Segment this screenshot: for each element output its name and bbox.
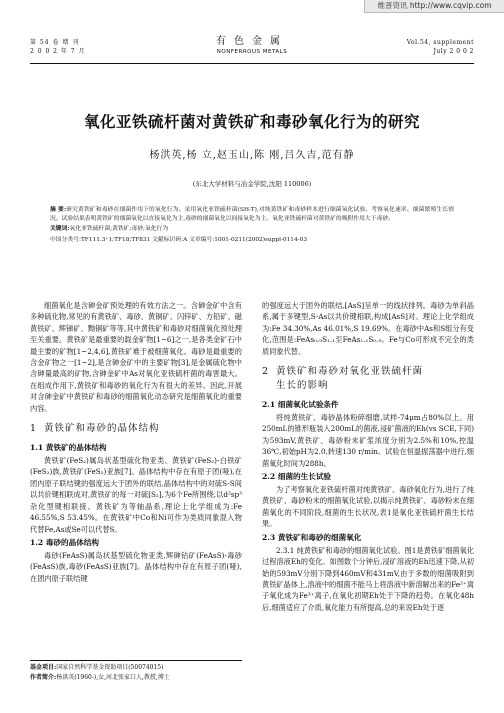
keywords-text: 氧化亚铁硫杆菌;黄铁矿;毒砂;氧化行为	[69, 226, 169, 233]
abstract-label: 摘 要:	[50, 207, 67, 213]
arsenopyrite-structure-paragraph: 毒砂(FeAsS)属岛状基型硫化物亚类,辉砷钴矿(FeAsS)-毒砂(FeAsS)族,毒砂(FeAsS)亚族[7]。晶体结构中存在有原子团(哑),在团内原子联结键	[30, 550, 242, 583]
volume-cn: 第 54 卷 增 刊	[30, 39, 80, 46]
date-en: July 2 0 0 2	[433, 48, 474, 55]
test-conditions-paragraph: 将纯黄铁矿、毒砂晶体粉碎细磨,试样-74μm占80%以上。用250mL的锥形瓶装入200mL的菌液,浸矿菌液的Eh(vs SCE,下同)为593mV,黄铁矿、毒砂粉末矿浆浓度分别为2.5%和10%,控温36℃,初始pH为2.0,转速130 r/min。试验在恒温振荡器中进行,细菌氧化时间为288h。	[262, 413, 474, 468]
abstract-block	[50, 206, 454, 245]
date-cn: 2 0 0 2 年 7 月	[30, 48, 86, 55]
paper-title: 氧化亚铁硫杆菌对黄铁矿和毒砂氧化行为的研究	[83, 112, 420, 131]
subsection-2-3-heading: 2.3 黄铁矿和毒砂的细菌氧化	[262, 532, 362, 542]
author-bio-label: 作者简介:	[30, 673, 57, 681]
keywords	[50, 225, 454, 234]
footnote-block	[30, 660, 242, 682]
header-right	[407, 38, 474, 56]
subsection-1-2-heading: 1.2 毒砂的晶体结构	[30, 537, 100, 547]
section-2-title-a: 黄铁矿和毒砂对氧化亚铁硫杆菌	[276, 366, 424, 378]
section-1-number: 1	[30, 423, 38, 435]
subsection-2-2-heading: 2.2 细菌的生长试验	[262, 472, 332, 482]
journal-name-cn: 有色金属	[216, 36, 288, 47]
growth-test-paragraph: 为了考察氧化亚铁硫杆菌对纯黄铁矿、毒砂氧化行为,进行了纯黄铁矿、毒砂粉末的细菌氧化试验,以揭示纯黄铁矿、毒砂粉末在细菌氧化的不同阶段,细菌的生长状况,表1是氧化亚铁硫杆菌生长结果。	[262, 485, 474, 529]
section-1-title: 黄铁矿和毒砂的晶体结构	[44, 423, 160, 435]
classification-meta: 中国分类号:TF111.3⁺1;TF18;TF831 文献标识码:A 文章编号:1001-0211(2002)suppl-0114-03	[50, 236, 308, 243]
oxidation-paragraph	[262, 545, 474, 613]
section-2-title-b: 生长的影响	[276, 380, 329, 392]
intro-paragraph: 细菌氧化是含砷金矿预处理的有效方法之一。含砷金矿中含有多种硫化物,常见的有黄铁矿、毒砂、黄铜矿、闪锌矿、方铅矿、磁黄铁矿、辉锑矿、黝铜矿等等,其中黄铁矿和毒砂对细菌氧化预处理至关重要。黄铁矿是最重要的载金矿物[1~6]之一,是各类金矿石中最主要的矿物[1~2,4,6],黄铁矿难于被细菌氧化。毒砂是最重要的含金矿物之一[1~2],是含砷金矿中的主要矿物[3],是金属硫化物中含砷量最高的矿物,含砷金矿中As对氧化亚铁硫杆菌的毒害最大。在组成作用下,黄铁矿和毒砂的氧化行为有很大的差异。因此,开展对含砷金矿中黄铁矿和毒砂的细菌氧化动态研究是细菌氧化的重要内容。	[30, 301, 242, 413]
subsection-2-3-1-label: 2.3.1 纯黄铁矿和毒砂的细菌氧化试验。	[276, 545, 405, 555]
left-column	[30, 300, 242, 584]
abstract	[50, 206, 454, 224]
section-1-heading	[30, 422, 242, 436]
right-column	[262, 300, 474, 613]
author-note	[30, 673, 242, 683]
abstract-text: 研究黄铁矿和毒砂在细菌作用下的氧化行为。采用氧化亚铁硫杆菌(SH-T),对纯黄铁矿和毒砂样本进行细菌氧化试验。考察氧化速率、细菌繁殖生长情况。试验结果表明黄铁矿的细菌氧化以直接氧化为主,毒砂的细菌氧化以间接氧化为主。氧化亚铁硫杆菌对黄铁矿的吸附作用大于毒砂。	[50, 207, 454, 223]
section-2-number: 2	[262, 366, 270, 378]
section-2-heading	[262, 365, 474, 393]
journal-header	[30, 36, 474, 62]
author-list: 杨洪英,杨 立,赵玉山,陈 刚,吕久吉,范有静	[149, 150, 355, 161]
fund-note	[30, 663, 242, 673]
oxidation-text: 图1是黄铁矿细菌氧化过程溶液Eh的变化。如图数个分钟后,浸矿溶液的Eh迅速下降,从初始的593mV分别下降到460mV和431mV,由于多数的细菌吸附到黄铁矿晶体上,溶液中的细菌不能马上将溶液中新溶解出来的Fe²⁺离子氧化成为Fe³⁺离子,在氧化初期Eh处于下降的趋势。在氧化48h后,细菌适应了介质,氧化能力有所提高,总的来说Eh处于逐	[262, 545, 474, 612]
author-bio-text: 杨洪英(1960-),女,河北张家口人,教授,博士	[56, 673, 170, 681]
pyrite-structure-paragraph: 黄铁矿(FeS₂)属岛状基型硫化物亚类、黄铁矿(FeS₂)-白铁矿(FeS₂)族,黄铁矿(FeS₂)亚族[7]。晶体结构中存在有原子团(哑),在团内原子联结键的强度远大于团外的联结,晶体结构中的对硫S-S间以共价键相联成对,黄铁矿的每一对硫[S₂],为6个Fe所围绕,以d²sp³杂化型键相联接。黄铁矿为等轴晶系,理论上化学组成为:Fe 46.55%,S 53.45%。在黄铁矿中Co和Ni可作为类质同象混入物代替Fe,As或Se可以代替S。	[30, 456, 242, 534]
fund-text: 国家自然科学基金资助项目(50074015)	[56, 664, 164, 671]
volume-en: Vol.54, supplement	[406, 39, 474, 46]
continued-paragraph: 的强度远大于团外的联结,[AsS]呈单一的线状排列。毒砂为单斜晶系,属于多键型,S-As以共价键相联,构成[AsS]对。理论上化学组成为:Fe 34.30%,As 46.01%,S 19.69%。在毒砂中As和S组分有变化,范围是:FeAs₀.₉S₁.₁至FeAs₁.₁S₀.₉。Fe与Co可形成不完全的类质同象代替。	[262, 301, 474, 356]
keywords-label: 关键词:	[50, 226, 70, 233]
header-rule	[30, 63, 474, 64]
subsection-1-1-heading: 1.1 黄铁矿的晶体结构	[30, 443, 107, 453]
affiliation: (东北大学材料与冶金学院,沈阳 110006)	[192, 180, 312, 188]
subsection-2-1-heading: 2.1 细菌氧化试验条件	[262, 400, 339, 410]
journal-name-en: NONFERROUS METALS	[216, 49, 288, 55]
watermark-banner: 维普资讯 http://www.cqvip.com	[364, 0, 504, 13]
fund-label: 基金项目:	[30, 664, 57, 671]
